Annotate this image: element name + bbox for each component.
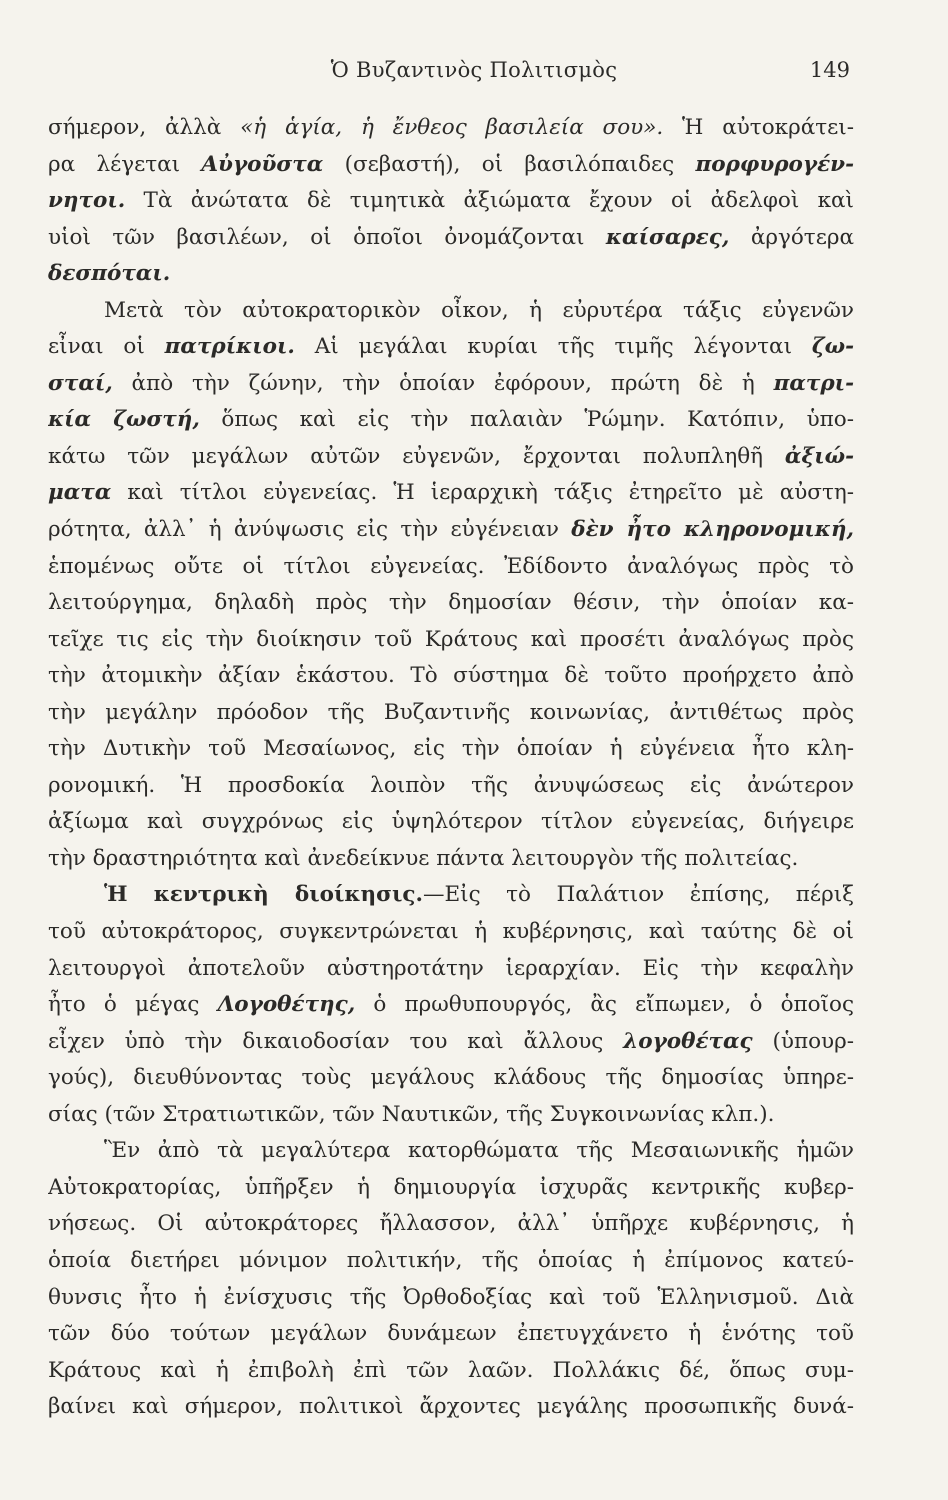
text-line [48, 110, 854, 147]
text-line [48, 439, 854, 476]
text-span: ἀργότερα [729, 224, 854, 250]
page-number: 149 [809, 58, 850, 82]
text-span: θυνσις ἦτο ἡ ἐνίσχυσις τῆς Ὀρθοδοξίας καὶ τοῦ Ἑλληνισμοῦ. Διὰ [48, 1284, 854, 1310]
emphasized-text: καίσαρες, [605, 224, 730, 250]
text-line [48, 1024, 854, 1061]
text-span: τῶν δύο τούτων μεγάλων δυνάμεων ἐπετυγχάνετο ἡ ἑνότης τοῦ [48, 1321, 854, 1347]
text-line [48, 841, 854, 878]
text-span: ρότητα, ἀλλ᾿ ἡ ἀνύψωσις εἰς τὴν εὐγένειαν [48, 517, 572, 543]
text-line [48, 1316, 854, 1353]
text-line [48, 402, 854, 439]
text-line [48, 220, 854, 257]
text-span: (σεβαστή), οἱ βασιλόπαιδες [323, 151, 696, 177]
running-head [0, 50, 948, 94]
text-line [48, 804, 854, 841]
text-span: τεῖχε τις εἰς τὴν διοίκησιν τοῦ Κράτους καὶ προσέτι ἀναλόγως πρὸς [48, 626, 854, 652]
text-line [48, 475, 854, 512]
section-heading: Ἡ κεντρικὴ διοίκησις. [104, 882, 423, 908]
text-span: Ἡ αὐτοκράτει- [663, 115, 854, 140]
text-span: Τὰ ἀνώτατα δὲ τιμητικὰ ἀξιώματα ἔχουν οἱ ἀδελφοὶ καὶ [125, 188, 854, 214]
emphasized-text: ζω- [811, 334, 854, 360]
emphasized-text: Αὐγοῦστα [201, 151, 324, 177]
text-span: Αὐτοκρατορίας, ὑπῆρξεν ἡ δημιουργία ἰσχυρᾶς κεντρικῆς κυβερ- [48, 1174, 854, 1200]
text-line [48, 1243, 854, 1280]
text-line [48, 183, 854, 220]
text-line [48, 914, 854, 951]
text-line [48, 329, 854, 366]
text-span: ρα λέγεται [48, 151, 202, 177]
text-span: ὁ πρωθυπουργός, ἂς εἴπωμεν, ὁ ὁποῖος [355, 992, 854, 1018]
text-span: τὴν Δυτικὴν τοῦ Μεσαίωνος, εἰς τὴν ὁποίαν ἡ εὐγένεια ἦτο κλη- [48, 736, 854, 762]
body-text [48, 110, 854, 1426]
text-span: τὴν δραστηριότητα καὶ ἀνεδείκνυε πάντα λειτουργὸν τῆς πολιτείας. [48, 845, 799, 871]
text-span: καὶ τίτλοι εὐγενείας. Ἡ ἱεραρχικὴ τάξις ἐτηρεῖτο μὲ αὐστη- [111, 480, 854, 506]
text-span: βαίνει καὶ σήμερον, πολιτικοὶ ἄρχοντες μεγάλης προσωπικῆς δυνά- [48, 1394, 854, 1420]
text-span: σίας (τῶν Στρατιωτικῶν, τῶν Ναυτικῶν, τῆς Συγκοινωνίας κλπ.). [48, 1101, 775, 1127]
text-line [48, 1353, 854, 1390]
emphasized-text: πατρίκιοι. [164, 334, 295, 360]
emphasized-text: κία ζωστή, [48, 407, 200, 433]
text-line [48, 549, 854, 586]
text-line [48, 622, 854, 659]
text-line [48, 951, 854, 988]
text-span: σήμερον, ἀλλὰ [48, 115, 241, 140]
text-line [48, 1170, 854, 1207]
emphasized-text: ματα [48, 480, 112, 506]
text-line [48, 1389, 854, 1426]
emphasized-text: λογοθέτας [623, 1028, 753, 1054]
text-span: ρονομική. Ἡ προσδοκία λοιπὸν τῆς ἀνυψώσεως εἰς ἀνώτερον [48, 772, 854, 798]
text-span: ἀξίωμα καὶ συγχρόνως εἰς ὑψηλότερον τίτλον εὐγενείας, διήγειρε [48, 809, 854, 835]
text-span: Ἓν ἀπὸ τὰ μεγαλύτερα κατορθώματα τῆς Μεσαιωνικῆς ἡμῶν [104, 1138, 854, 1164]
text-line [48, 147, 854, 184]
text-line [48, 695, 854, 732]
emphasized-text: Λογοθέτης, [217, 992, 356, 1018]
text-line [48, 768, 854, 805]
text-line [48, 658, 854, 695]
text-span: ἑπομένως οὔτε οἱ τίτλοι εὐγενείας. Ἐδίδοντο ἀναλόγως πρὸς τὸ [48, 553, 854, 579]
emphasized-text: σταί, [48, 370, 113, 396]
text-span: ὅπως καὶ εἰς τὴν παλαιὰν Ῥώμην. Κατόπιν, ὑπο- [199, 407, 854, 433]
text-span: λειτουργοὶ ἀποτελοῦν αὐστηροτάτην ἱεραρχίαν. Εἰς τὴν κεφαλὴν [48, 955, 854, 981]
text-span: ἀπὸ τὴν ζώνην, τὴν ὁποίαν ἐφόρουν, πρώτη δὲ ἡ [112, 370, 774, 396]
text-span: ἦτο ὁ μέγας [48, 992, 218, 1018]
text-span: Κράτους καὶ ἡ ἐπιβολὴ ἐπὶ τῶν λαῶν. Πολλάκις δέ, ὅπως συμ- [48, 1357, 854, 1383]
text-line [48, 731, 854, 768]
text-span: Αἱ μεγάλαι κυρίαι τῆς τιμῆς λέγονται [294, 334, 812, 360]
emphasized-text: «ἡ ἁγία, ἡ ἔνθεος βασιλεία σου». [240, 115, 664, 140]
text-span: τοῦ αὐτοκράτορος, συγκεντρώνεται ἡ κυβέρνησις, καὶ ταύτης δὲ οἱ [48, 919, 854, 945]
text-line [48, 585, 854, 622]
emphasized-text: πορφυρογέν- [695, 151, 854, 177]
text-span: εἶναι οἱ [48, 334, 165, 360]
text-line [48, 1060, 854, 1097]
text-span: γούς), διευθύνοντας τοὺς μεγάλους κλάδους τῆς δημοσίας ὑπηρε- [48, 1065, 854, 1091]
text-span: τὴν ἀτομικὴν ἀξίαν ἑκάστου. Τὸ σύστημα δὲ τοῦτο προήρχετο ἀπὸ [48, 663, 854, 689]
text-span: ὁποία διετήρει μόνιμον πολιτικήν, τῆς ὁποίας ἡ ἐπίμονος κατεύ- [48, 1247, 854, 1273]
text-span: τὴν μεγάλην πρόοδον τῆς Βυζαντινῆς κοινωνίας, ἀντιθέτως πρὸς [48, 699, 854, 725]
text-span: —Εἰς τὸ Παλάτιον ἐπίσης, πέριξ [422, 882, 854, 908]
emphasized-text: πατρι- [773, 370, 854, 396]
section-heading-line [48, 877, 854, 914]
text-line [48, 1206, 854, 1243]
text-line [48, 1280, 854, 1317]
text-line [48, 1097, 854, 1134]
emphasized-text: νητοι. [48, 188, 126, 214]
text-span: υἱοὶ τῶν βασιλέων, οἱ ὁποῖοι ὀνομάζονται [48, 224, 606, 250]
text-line [48, 256, 854, 293]
emphasized-text: δὲν ἦτο κληρονομική, [571, 517, 854, 543]
text-span: (ὑπουρ- [752, 1028, 854, 1054]
emphasized-text: δεσπόται. [48, 261, 171, 287]
emphasized-text: ἀξιώ- [784, 443, 854, 469]
text-span: κάτω τῶν μεγάλων αὐτῶν εὐγενῶν, ἔρχονται πολυπληθῆ [48, 443, 785, 469]
text-line [48, 366, 854, 403]
text-span: εἶχεν ὑπὸ τὴν δικαιοδοσίαν του καὶ ἄλλους [48, 1028, 624, 1054]
text-line [48, 1133, 854, 1170]
text-line [48, 293, 854, 330]
text-span: λειτούργημα, δηλαδὴ πρὸς τὴν δημοσίαν θέσιν, τὴν ὁποίαν κα- [48, 590, 854, 616]
running-title: Ὁ Βυζαντινὸς Πολιτισμὸς [330, 58, 618, 82]
text-span: Μετὰ τὸν αὐτοκρατορικὸν οἶκον, ἡ εὐρυτέρα τάξις εὐγενῶν [104, 297, 854, 323]
text-line [48, 512, 854, 549]
text-line [48, 987, 854, 1024]
text-span: νήσεως. Οἱ αὐτοκράτορες ἤλλασσον, ἀλλ᾿ ὑπῆρχε κυβέρνησις, ἡ [48, 1211, 854, 1237]
